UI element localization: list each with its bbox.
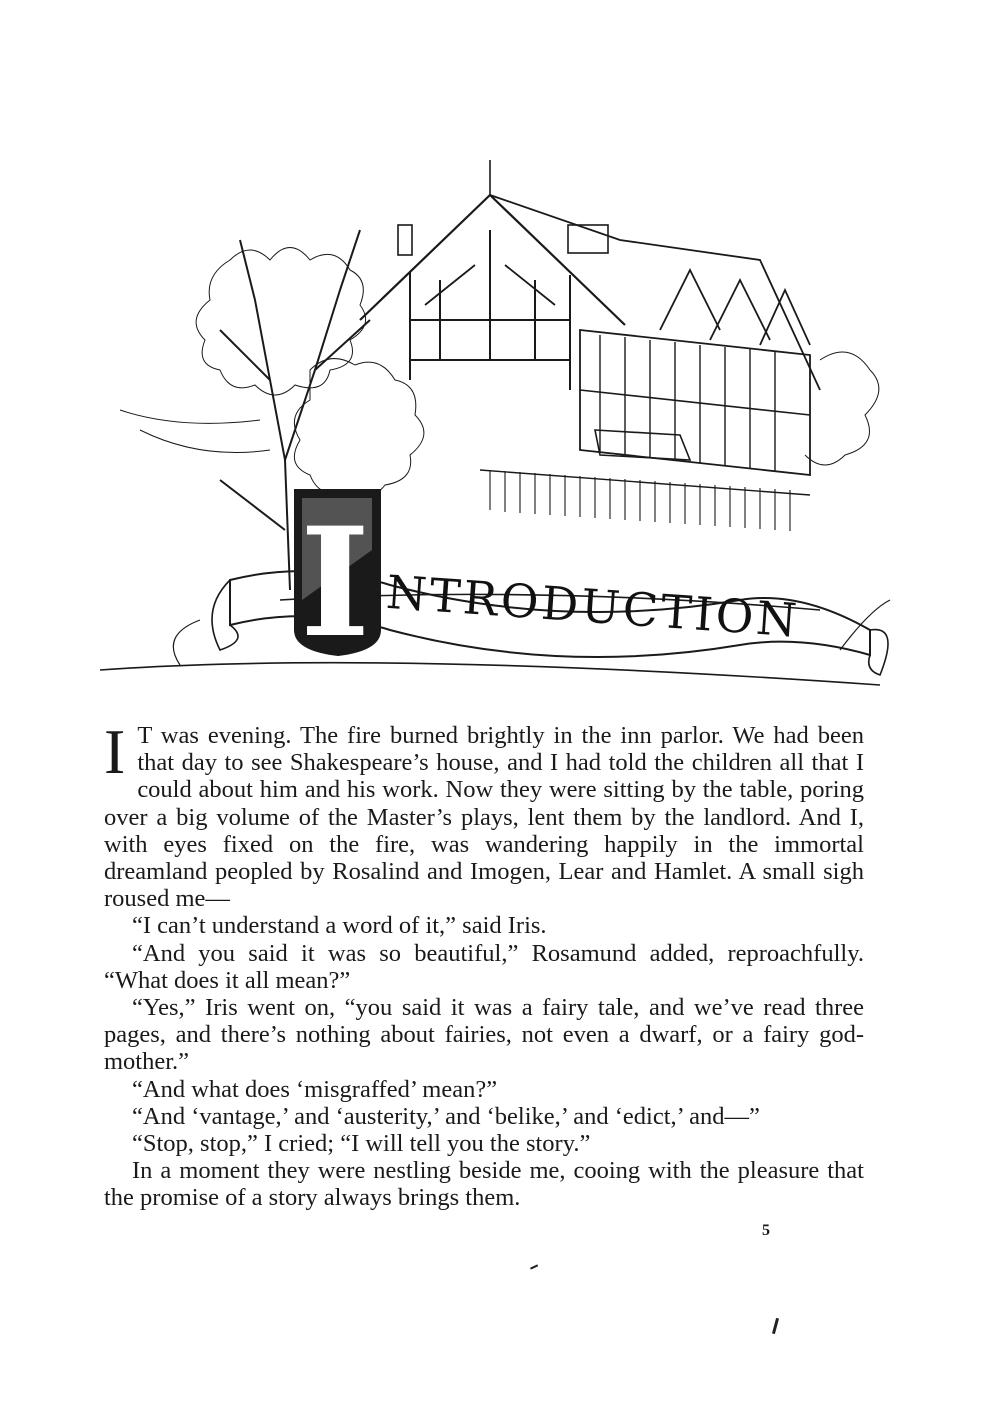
paragraph-1-text: T was evening. The fire burned brightly in the inn parlor. We had been that day to see Shakespeare’s house, and I had told the children all that I could about him and his work. Now they were sitting by the table, poring over a big volume of the Master’s plays, lent them by the landlord. And I, with eyes fixed on the fire, was wandering happily in the immortal dreamland peopled by Rosalind and Imogen, Lear and Hamlet. A small sigh roused me— — [104, 722, 864, 913]
ink-speck — [772, 1318, 779, 1334]
chapter-heading: NTRODUCTION — [384, 564, 802, 648]
chapter-body — [104, 716, 864, 1212]
paragraph-6: “And ‘vantage,’ and ‘austerity,’ and ‘belike,’ and ‘edict,’ and—” — [132, 1102, 760, 1130]
paragraph-4: “Yes,” Iris went on, “you said it was a fairy tale, and we’ve read three pages, and there’s nothing about fairies, not even a dwarf, or a fairy god-mother.” — [104, 994, 864, 1076]
heading-initial: I — [300, 495, 371, 671]
paragraph-8: In a moment they were nestling beside me, cooing with the pleasure that the promise of a story always brings them. — [104, 1157, 864, 1212]
house-illustration-icon — [80, 130, 900, 710]
paragraph-2: “I can’t understand a word of it,” said Iris. — [132, 912, 547, 940]
page-number: 5 — [762, 1222, 770, 1239]
ink-speck — [530, 1264, 538, 1269]
chapter-illustration — [80, 130, 900, 710]
paragraph-7: “Stop, stop,” I cried; “I will tell you the story.” — [132, 1130, 591, 1158]
drop-cap: I — [104, 716, 126, 787]
paragraph-3: “And you said it was so beautiful,” Rosamund added, reproachfully. “What does it all mean?” — [104, 939, 864, 994]
paragraph-5: “And what does ‘misgraffed’ mean?” — [132, 1075, 498, 1103]
paragraph-1 — [104, 716, 864, 913]
